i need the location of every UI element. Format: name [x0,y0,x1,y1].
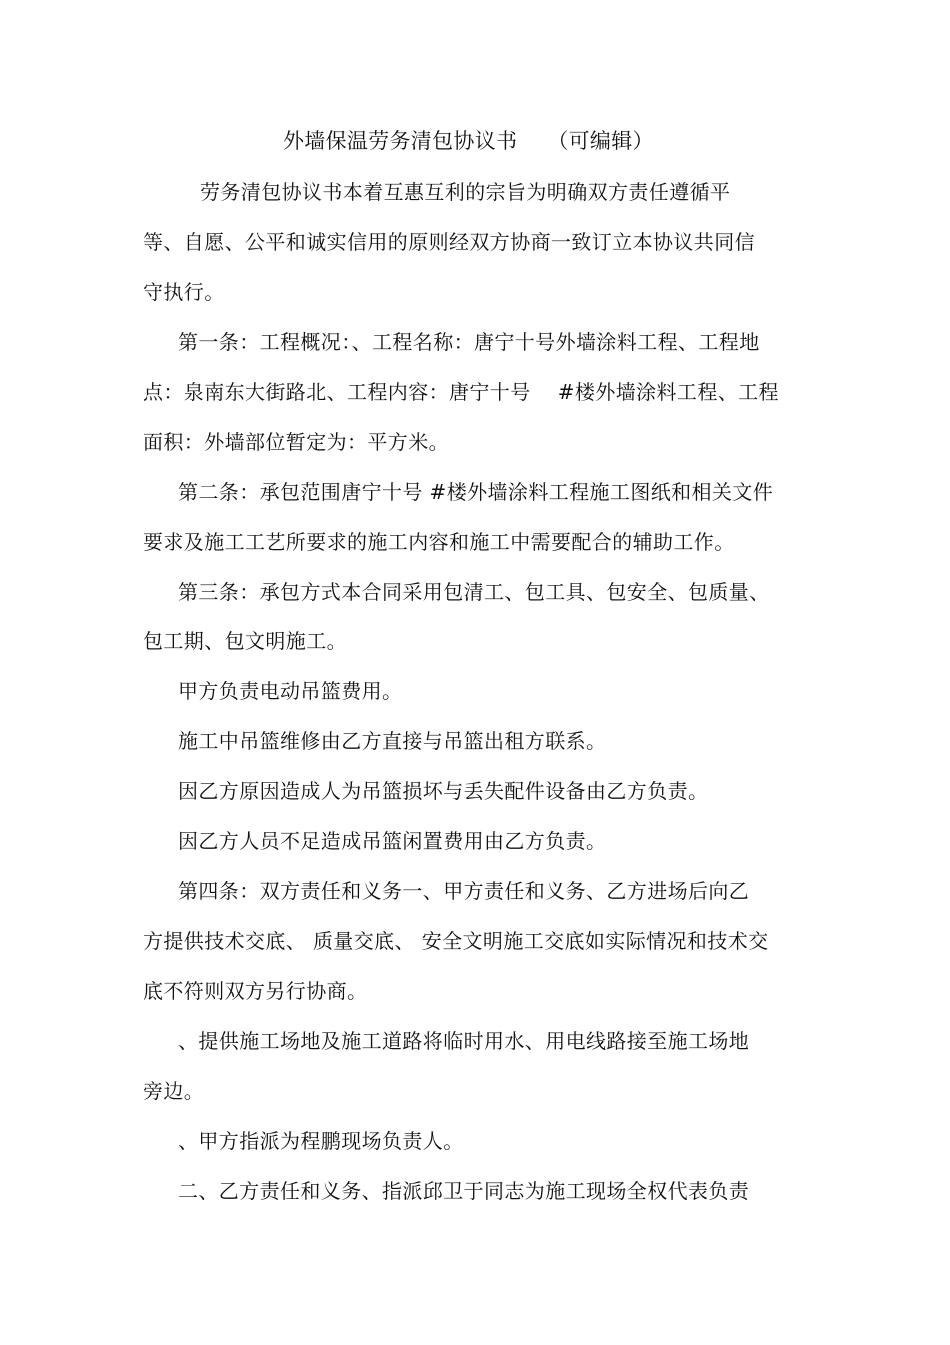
title-main: 外墙保温劳务清包协议书 [283,129,518,153]
body-line: 劳务清包协议书本着互惠互利的宗旨为明确双方责任遵循平 [200,180,731,204]
body-line: 第四条：双方责任和义务一、甲方责任和义务、乙方进场后向乙 [178,879,750,903]
body-line: 旁边。 [143,1079,205,1103]
body-line: 点：泉南东大街路北、工程内容：唐宁十号 #楼外墙涂料工程、工程 [143,380,779,404]
title-suffix: （可编辑） [547,129,654,153]
body-line: 守执行。 [143,280,225,304]
body-line: 包工期、包文明施工。 [143,629,347,653]
body-line: 面积：外墙部位暂定为：平方米。 [143,430,449,454]
body-line: 因乙方原因造成人为吊篮损坏与丢失配件设备由乙方负责。 [178,779,709,803]
body-line: 二、乙方责任和义务、指派邱卫于同志为施工现场全权代表负责 [178,1179,750,1203]
body-line: 甲方负责电动吊篮费用。 [178,679,403,703]
body-line: 第三条：承包方式本合同采用包清工、包工具、包安全、包质量、 [178,580,770,604]
body-line: 施工中吊篮维修由乙方直接与吊篮出租方联系。 [178,729,607,753]
body-line: 第二条：承包范围唐宁十号 #楼外墙涂料工程施工图纸和相关文件 [178,480,774,504]
document-title [283,126,654,156]
body-line: 方提供技术交底、 质量交底、 安全文明施工交底如实际情况和技术交 [143,929,769,953]
body-line: 、甲方指派为程鹏现场负责人。 [178,1129,464,1153]
body-line: 底不符则双方另行协商。 [143,979,368,1003]
body-line: 、提供施工场地及施工道路将临时用水、用电线路接至施工场地 [178,1029,750,1053]
body-line: 第一条：工程概况：、工程名称：唐宁十号外墙涂料工程、工程地 [178,330,760,354]
body-line: 等、自愿、公平和诚实信用的原则经双方协商一致订立本协议共同信 [143,230,755,254]
body-line: 因乙方人员不足造成吊篮闲置费用由乙方负责。 [178,829,607,853]
body-line: 要求及施工工艺所要求的施工内容和施工中需要配合的辅助工作。 [143,530,735,554]
